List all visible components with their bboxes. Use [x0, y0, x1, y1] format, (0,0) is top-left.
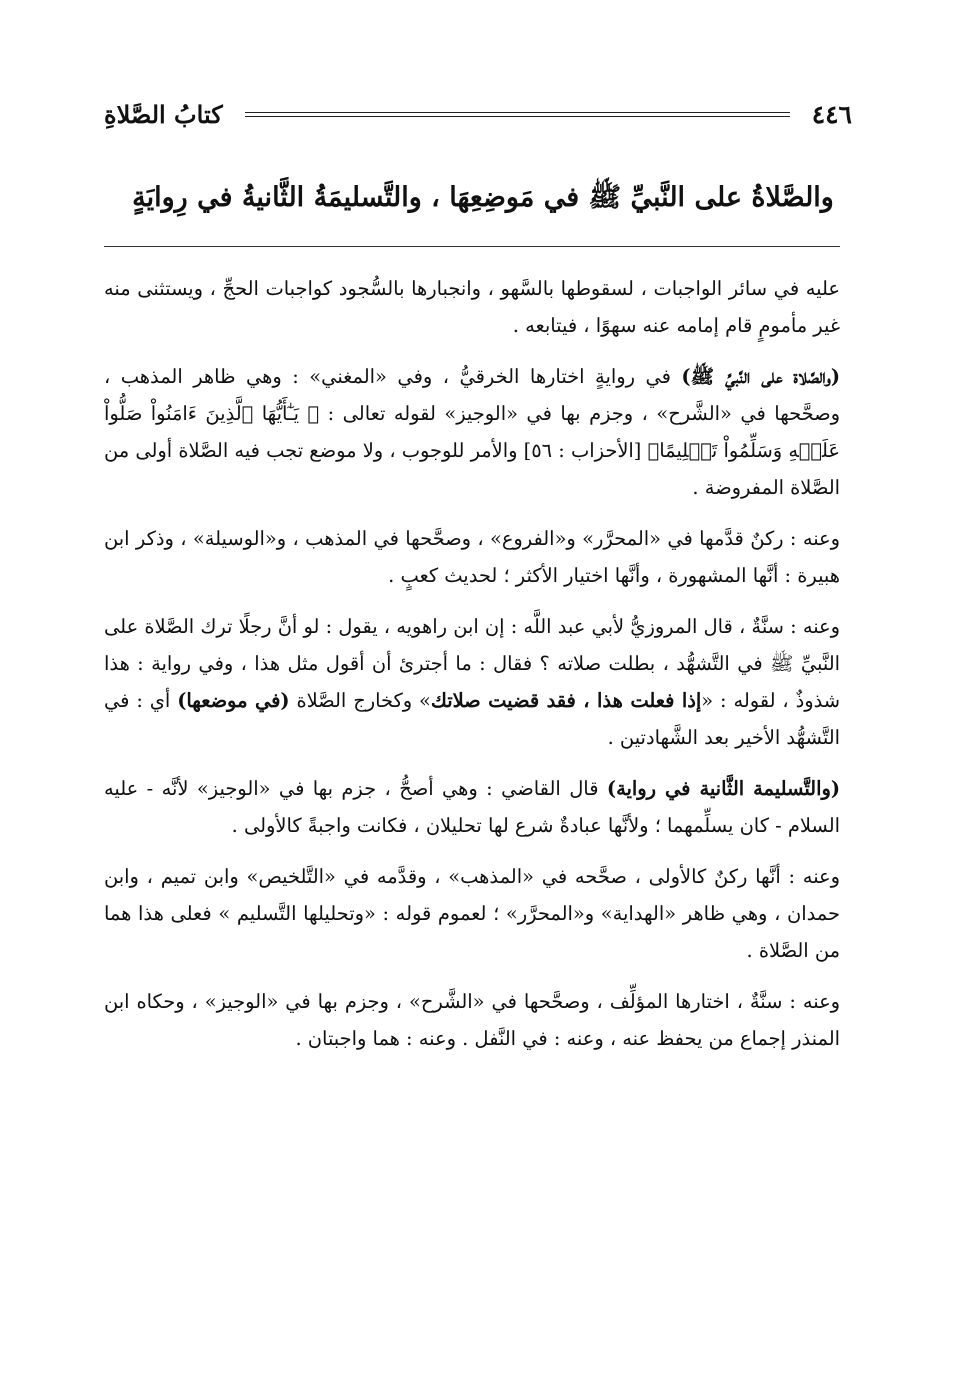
paragraph-2: [104, 358, 840, 506]
paragraph-6: [104, 858, 840, 969]
section-heading: والصَّلاةُ على النَّبيِّ ﷺ في مَوضِعِهَا ، والتَّسليمَةُ الثَّانيةُ في رِوايَةٍ: [132, 182, 834, 213]
paragraph-text: وعنه : سنَّةٌ ، اختارها المؤلِّف ، وصحَّحها في «الشَّرح» ، وجزم بها في «الوجيز» ، وحكاه ابن المنذر إجماع من يحفظ عنه ، وعنه : في النَّفل . وعنه : هما واجبتان .: [104, 990, 840, 1050]
paragraph-7: [104, 983, 840, 1057]
paragraph-4: [104, 608, 840, 756]
heading-divider: [104, 246, 840, 247]
matn-lead: (والتَّسليمة الثَّانية في رواية): [606, 777, 841, 800]
paragraph-1: [104, 270, 840, 344]
paragraph-text: عليه في سائر الواجبات ، لسقوطها بالسَّهو ، وانجبارها بالسُّجود كواجبات الحجِّ ، ويستثنى منه غير مأمومٍ قام إمامه عنه سهوًا ، فيتابعه .: [104, 277, 840, 337]
paragraph-3: [104, 520, 840, 594]
matn-fragment: (في موضعها): [177, 689, 290, 712]
page-number: ٤٤٦: [811, 99, 852, 129]
quran-verse: ﴿ يَـٰٓأَيُّهَا ٱلَّذِينَ ءَامَنُواْ صَلُّواْ عَلَيۡهِ وَسَلِّمُواْ تَسۡلِيمًا﴾: [104, 402, 840, 462]
paragraph-text: في روايةٍ اختارها الخرقيُّ ، وفي «المغني» : وهي ظاهر المذهب ، وصحَّحها في «الشَّرح» ، وجزم بها في «الوجيز» لقوله تعالى :: [104, 365, 840, 425]
paragraph-text: قال القاضي : وهي أصحُّ ، جزم بها في «الوجيز» لأنَّه - عليه السلام - كان يسلِّمهما ؛ ولأنَّها عبادةٌ شرع لها تحليلان ، فكانت واجبةً كالأولى .: [104, 777, 840, 837]
running-title: كتابُ الصَّلاةِ: [104, 99, 223, 129]
paragraph-text: » وكخارج الصَّلاة: [289, 689, 431, 712]
matn-lead: (والصَّلاة على النَّبيِّ ﷺ): [681, 365, 840, 388]
paragraph-text: أي : في التَّشهُّد الأخير بعد الشَّهادتين .: [104, 689, 840, 749]
running-header: [104, 90, 852, 138]
paragraph-text: وعنه : ركنٌ قدَّمها في «المحرَّر» و«الفروع» ، وصحَّحها في المذهب ، و«الوسيلة» ، وذكر ابن هبيرة : أنَّها المشهورة ، وأنَّها اختيار الأكثر ؛ لحديث كعبٍ .: [104, 527, 840, 587]
body-text: [104, 270, 840, 1071]
paragraph-text: وعنه : سنَّةٌ ، قال المروزيُّ لأبي عبد اللَّه : إن ابن راهويه ، يقول : لو أنَّ رجلًا ترك الصَّلاة على النَّبيِّ ﷺ في التَّشهُّد ، بطلت صلاته ؟ فقال : ما أجترئ أن أقول مثل هذا ، وفي رواية : هذا شذوذٌ ، لقوله : «: [104, 615, 840, 712]
header-rule: [245, 112, 790, 117]
hadith-quote: إذا فعلت هذا ، فقد قضيت صلاتك: [430, 689, 702, 712]
paragraph-text: [الأحزاب : ٥٦] والأمر للوجوب ، ولا موضع تجب فيه الصَّلاة أولى من الصَّلاة المفروضة .: [104, 439, 840, 499]
paragraph-text: وعنه : أنَّها ركنٌ كالأولى ، صحَّحه في «المذهب» ، وقدَّمه في «التَّلخيص» وابن تميم ، وابن حمدان ، وهي ظاهر «الهداية» و«المحرَّر» ؛ لعموم قوله : «وتحليلها التَّسليم » فعلى هذا هما من الصَّلاة .: [104, 865, 840, 962]
paragraph-5: [104, 770, 840, 844]
